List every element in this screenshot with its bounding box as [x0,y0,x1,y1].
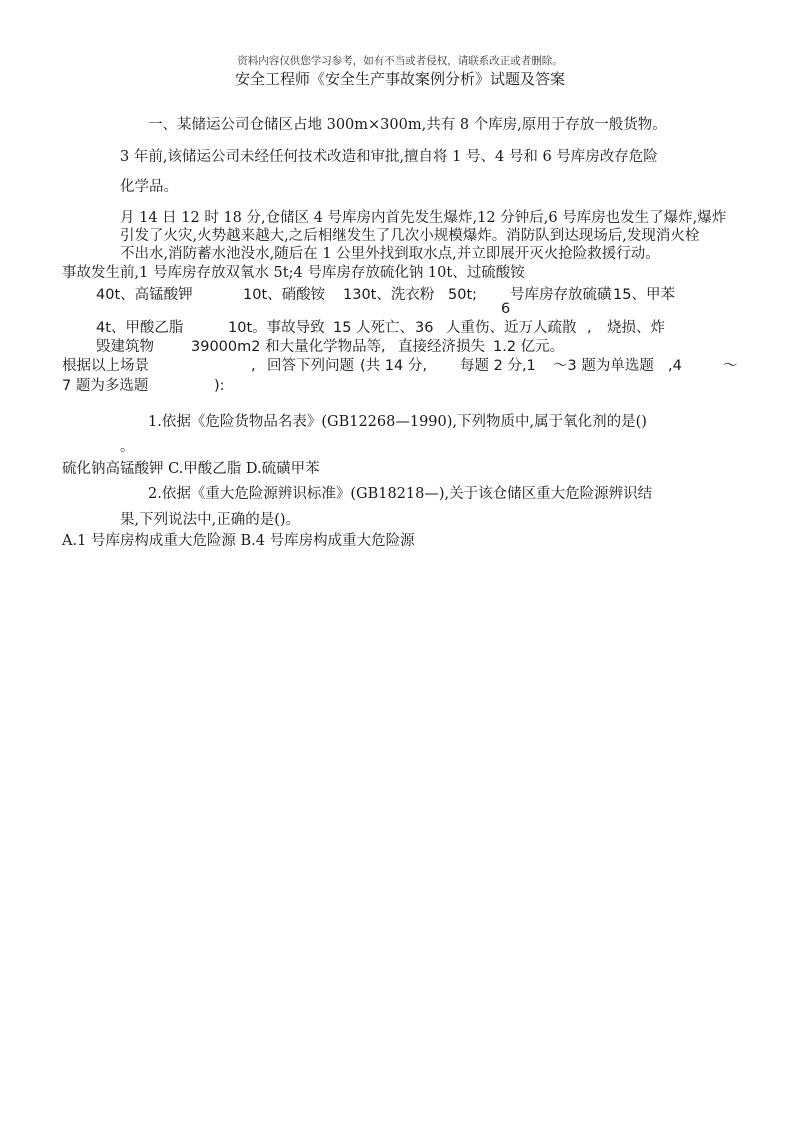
instruction-line-1-e: 每题 2 分,1 [460,358,536,374]
question-1-options: 硫化钠高锰酸钾 C.甲酸乙脂 D.硫磺甲苯 [62,461,320,477]
event-line-2: 引发了火灾,火势越来越大,之后相继发生了几次小规模爆炸。消防队到达现场后,发现消火栓 [120,228,700,244]
storage-line-4-e: 1.2 亿元。 [493,339,565,355]
question-2-text-cont: 果,下列说法中,正确的是()。 [120,512,301,528]
instruction-line-1-c: 回答下列问题 [267,358,354,374]
storage-line-1: 事故发生前,1 号库房存放双氧水 5t;4 号库房存放硫化钠 10t、过硫酸铵 [62,265,525,281]
storage-line-4-d: 直接经济损失 [398,339,485,355]
storage-line-2-e: 号库房存放硫磺 [510,287,612,303]
header-notice: 资料内容仅供您学习参考，如有不当或者侵权，请联系改正或者删除。 [237,55,563,67]
storage-line-3-c: 15 人死亡、 [333,320,415,336]
event-line-1: 月 14 日 12 时 18 分,仓储区 4 号库房内首先发生爆炸,12 分钟后,6 号库房也发生了爆炸,爆炸 [120,210,727,226]
storage-line-4-b: 39000m2 和大量化学物品等 [191,339,382,355]
question-1-text-cont: 。 [120,439,135,455]
instruction-line-1-d: (共 14 分, [360,358,427,374]
instruction-line-1-h: ～ [723,358,738,374]
storage-line-4-c: , [381,339,386,355]
storage-line-2-b: 10t、硝酸铵 [243,287,326,303]
storage-line-2-num: 6 [501,301,511,317]
storage-line-3-a: 4t、甲酸乙脂 [96,320,184,336]
instruction-line-2-a: 7 题为多选题 [62,378,149,394]
storage-line-2-c: 130t、洗衣粉 [343,287,435,303]
instruction-line-1-f: ～3 题为单选题 [553,358,654,374]
question-2-text: 2.依据《重大危险源辨识标准》(GB18218—),关于该仓储区重大危险源辨识结 [148,486,653,502]
storage-line-2-a: 40t、高锰酸钾 [96,287,193,303]
storage-line-3-g: 烧损、炸 [607,320,665,336]
instruction-line-2-b: ): [214,378,225,394]
storage-line-3-d: 36 [415,320,434,336]
storage-line-3-f: , [587,320,592,336]
instruction-line-1-a: 根据以上场景 [62,358,149,374]
intro-line-2: 3 年前,该储运公司未经任何技术改造和审批,擅自将 1 号、4 号和 6 号库房改存危险 [120,149,658,165]
page-title: 安全工程师《安全生产事故案例分析》试题及答案 [234,70,565,88]
intro-line-3: 化学品。 [120,179,178,195]
storage-line-3-e: 人重伤、近万人疏散 [446,320,577,336]
question-1-text: 1.依据《危险货物品名表》(GB12268—1990),下列物质中,属于氧化剂的是() [148,414,647,430]
storage-line-4-a: 毁建筑物 [96,339,154,355]
intro-line-1: 一、某储运公司仓储区占地 300m×300m,共有 8 个库房,原用于存放一般货物。 [148,117,667,133]
instruction-line-1-g: ,4 [668,358,682,374]
storage-line-3-b: 10t。事故导致 [228,320,325,336]
question-2-options: A.1 号库房构成重大危险源 B.4 号库房构成重大危险源 [62,533,415,549]
storage-line-2-d: 50t; [448,287,478,303]
storage-line-2-f: 15、甲苯 [613,287,675,303]
event-line-3: 不出水,消防蓄水池没水,随后在 1 公里外找到取水点,并立即展开灭火抢险救援行动。 [120,246,660,262]
instruction-line-1-b: , [251,358,256,374]
